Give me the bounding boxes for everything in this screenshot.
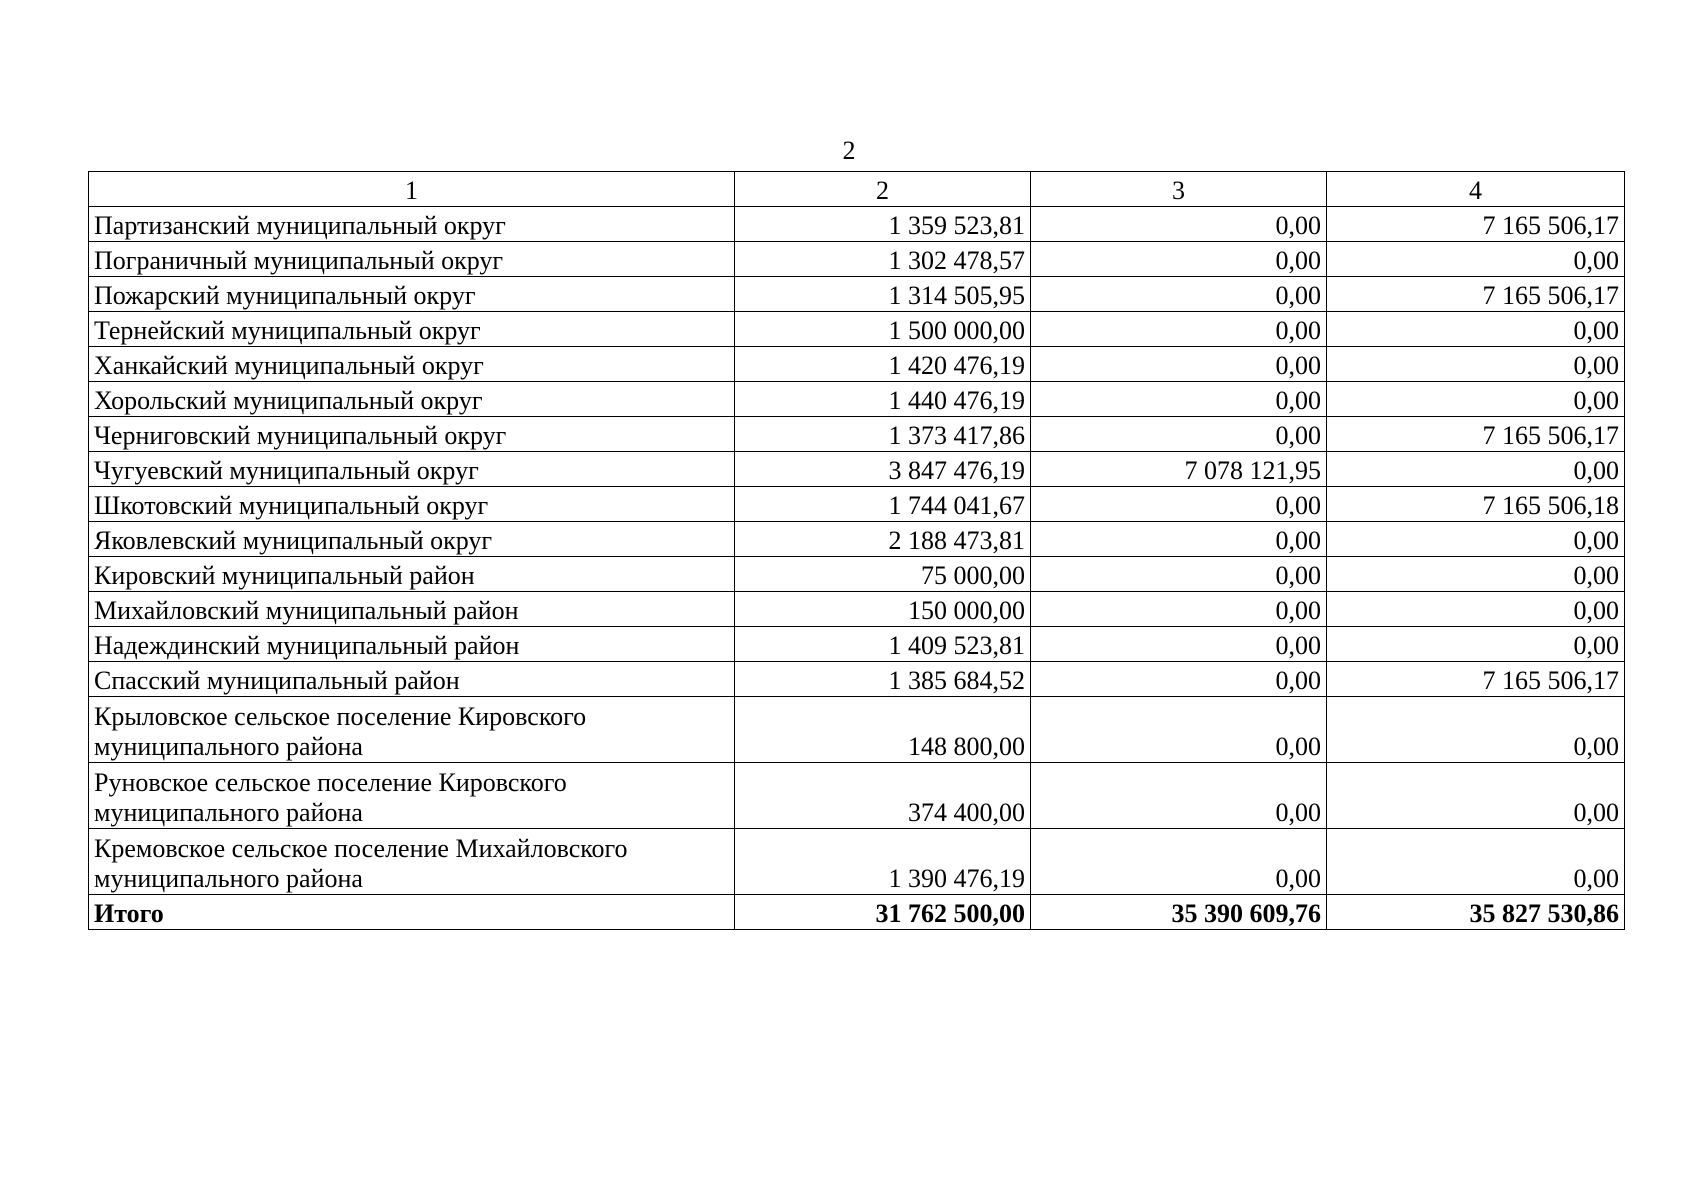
value-col-2: 1 314 505,95	[735, 277, 1031, 312]
table-row	[89, 207, 1625, 242]
municipality-name: Чугуевский муниципальный округ	[89, 452, 735, 487]
table-row	[89, 763, 1625, 829]
value-col-4: 0,00	[1327, 242, 1625, 277]
municipality-name: Яковлевский муниципальный округ	[89, 522, 735, 557]
value-col-2: 1 373 417,86	[735, 417, 1031, 452]
value-col-2: 1 359 523,81	[735, 207, 1031, 242]
table-header-row	[89, 172, 1625, 207]
value-col-4: 0,00	[1327, 763, 1625, 829]
municipality-name: Пограничный муниципальный округ	[89, 242, 735, 277]
value-col-2: 1 440 476,19	[735, 382, 1031, 417]
value-col-4: 7 165 506,17	[1327, 417, 1625, 452]
value-col-3: 0,00	[1031, 417, 1327, 452]
total-col-2: 31 762 500,00	[735, 895, 1031, 930]
value-col-2: 1 409 523,81	[735, 627, 1031, 662]
total-col-3: 35 390 609,76	[1031, 895, 1327, 930]
municipality-name: Черниговский муниципальный округ	[89, 417, 735, 452]
value-col-4: 0,00	[1327, 452, 1625, 487]
table-row	[89, 452, 1625, 487]
value-col-2: 1 500 000,00	[735, 312, 1031, 347]
table-row	[89, 382, 1625, 417]
value-col-3: 7 078 121,95	[1031, 452, 1327, 487]
value-col-3: 0,00	[1031, 627, 1327, 662]
value-col-2: 75 000,00	[735, 557, 1031, 592]
column-header-2: 2	[735, 172, 1031, 207]
data-table	[88, 171, 1625, 930]
value-col-3: 0,00	[1031, 277, 1327, 312]
value-col-4: 0,00	[1327, 592, 1625, 627]
value-col-4: 0,00	[1327, 382, 1625, 417]
table-row	[89, 242, 1625, 277]
value-col-3: 0,00	[1031, 763, 1327, 829]
value-col-3: 0,00	[1031, 662, 1327, 697]
total-row	[89, 895, 1625, 930]
municipality-name: Спасский муниципальный район	[89, 662, 735, 697]
value-col-2: 374 400,00	[735, 763, 1031, 829]
value-col-3: 0,00	[1031, 347, 1327, 382]
column-header-3: 3	[1031, 172, 1327, 207]
page-number: 2	[842, 136, 856, 165]
table-row	[89, 487, 1625, 522]
value-col-3: 0,00	[1031, 592, 1327, 627]
table-row	[89, 417, 1625, 452]
table-row	[89, 627, 1625, 662]
value-col-3: 0,00	[1031, 382, 1327, 417]
column-header-1: 1	[89, 172, 735, 207]
value-col-2: 3 847 476,19	[735, 452, 1031, 487]
value-col-2: 1 302 478,57	[735, 242, 1031, 277]
municipality-name: Партизанский муниципальный округ	[89, 207, 735, 242]
value-col-2: 1 390 476,19	[735, 829, 1031, 895]
total-label: Итого	[89, 895, 735, 930]
table-row	[89, 347, 1625, 382]
municipality-name: Хорольский муниципальный округ	[89, 382, 735, 417]
municipality-name: Надеждинский муниципальный район	[89, 627, 735, 662]
total-col-4: 35 827 530,86	[1327, 895, 1625, 930]
table-row	[89, 312, 1625, 347]
value-col-4: 0,00	[1327, 697, 1625, 763]
municipality-name: Михайловский муниципальный район	[89, 592, 735, 627]
value-col-4: 0,00	[1327, 627, 1625, 662]
value-col-4: 0,00	[1327, 312, 1625, 347]
value-col-4: 7 165 506,17	[1327, 277, 1625, 312]
value-col-3: 0,00	[1031, 242, 1327, 277]
value-col-2: 1 744 041,67	[735, 487, 1031, 522]
value-col-3: 0,00	[1031, 557, 1327, 592]
value-col-4: 0,00	[1327, 522, 1625, 557]
municipality-name: Тернейский муниципальный округ	[89, 312, 735, 347]
table-row	[89, 662, 1625, 697]
table-row	[89, 697, 1625, 763]
value-col-3: 0,00	[1031, 312, 1327, 347]
municipality-name: Ханкайский муниципальный округ	[89, 347, 735, 382]
municipality-name: Кремовское сельское поселение Михайловского муниципального района	[89, 829, 735, 895]
table-row	[89, 522, 1625, 557]
value-col-3: 0,00	[1031, 207, 1327, 242]
value-col-3: 0,00	[1031, 829, 1327, 895]
value-col-2: 148 800,00	[735, 697, 1031, 763]
value-col-4: 0,00	[1327, 347, 1625, 382]
column-header-4: 4	[1327, 172, 1625, 207]
municipality-name: Крыловское сельское поселение Кировского муниципального района	[89, 697, 735, 763]
table-row	[89, 592, 1625, 627]
value-col-2: 1 420 476,19	[735, 347, 1031, 382]
municipality-name: Пожарский муниципальный округ	[89, 277, 735, 312]
value-col-4: 7 165 506,17	[1327, 207, 1625, 242]
value-col-4: 7 165 506,18	[1327, 487, 1625, 522]
municipality-name: Кировский муниципальный район	[89, 557, 735, 592]
value-col-3: 0,00	[1031, 487, 1327, 522]
table-row	[89, 829, 1625, 895]
municipality-name: Руновское сельское поселение Кировского муниципального района	[89, 763, 735, 829]
value-col-4: 0,00	[1327, 557, 1625, 592]
table-row	[89, 277, 1625, 312]
table-row	[89, 557, 1625, 592]
value-col-3: 0,00	[1031, 697, 1327, 763]
municipality-name: Шкотовский муниципальный округ	[89, 487, 735, 522]
value-col-4: 7 165 506,17	[1327, 662, 1625, 697]
value-col-3: 0,00	[1031, 522, 1327, 557]
value-col-4: 0,00	[1327, 829, 1625, 895]
value-col-2: 150 000,00	[735, 592, 1031, 627]
value-col-2: 1 385 684,52	[735, 662, 1031, 697]
value-col-2: 2 188 473,81	[735, 522, 1031, 557]
